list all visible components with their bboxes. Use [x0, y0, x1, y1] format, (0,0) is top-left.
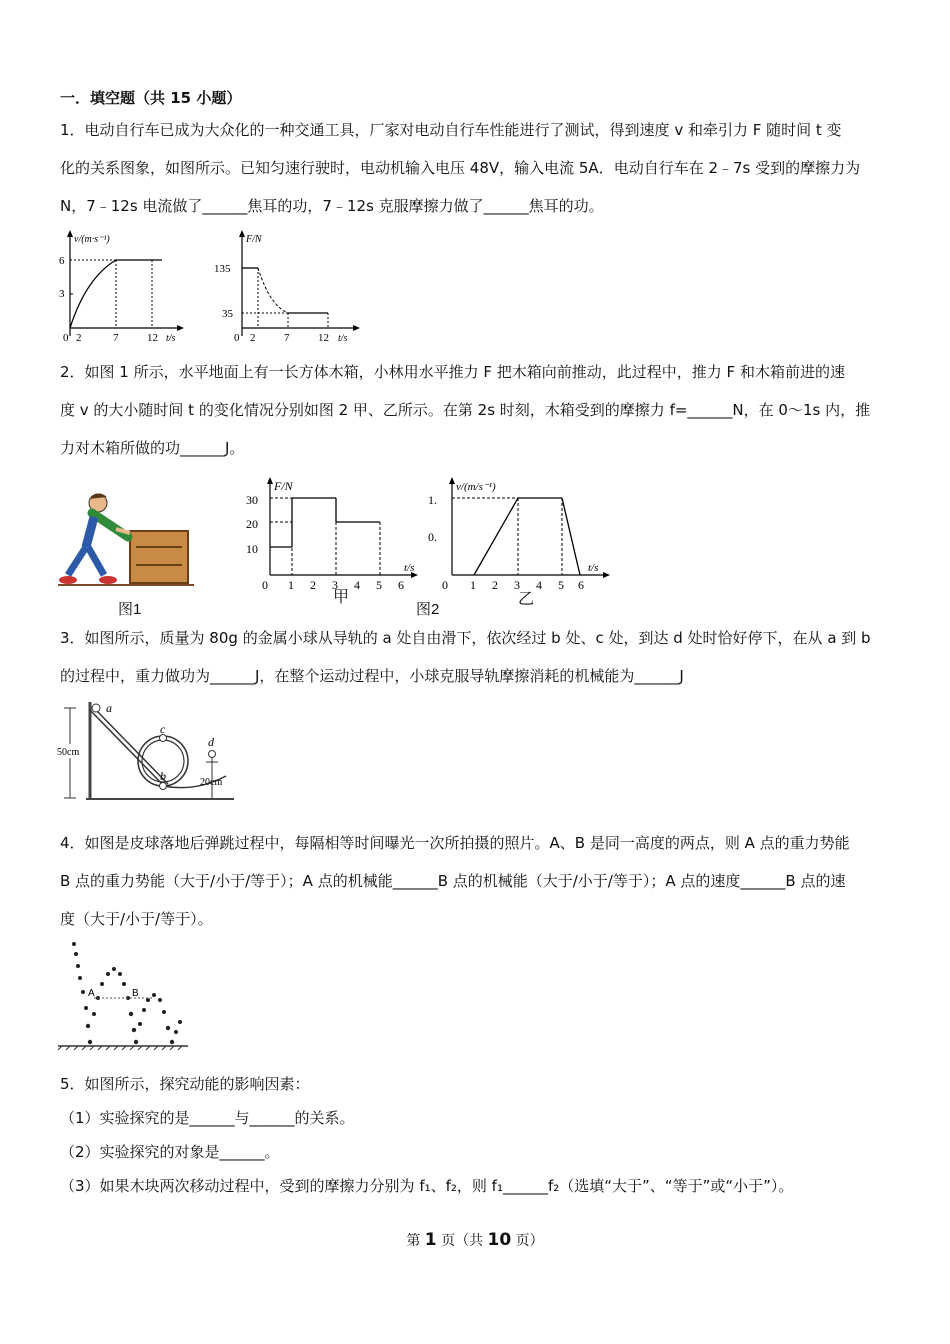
- q2-yi-xtick: 4: [536, 578, 542, 592]
- q5-line-1: 5．如图所示，探究动能的影响因素：: [60, 1075, 310, 1093]
- q2-force-time-graph: [240, 475, 420, 593]
- q2-yi-xtick: 2: [492, 578, 498, 592]
- q1-v-ytick: 6: [59, 255, 65, 267]
- q1-v-xtick: 7: [113, 332, 119, 344]
- q2-jia-ytick: 20: [246, 517, 258, 531]
- q3-point-d: d: [208, 735, 214, 749]
- q1-line-2: 化的关系图象，如图所示。已知匀速行驶时，电动机输入电压 48V，输入电流 5A．电动自行车在 2﹣7s 受到的摩擦力为: [60, 159, 861, 177]
- q1-f-ytick: 35: [222, 308, 233, 320]
- q2-jia-xtick: 4: [354, 578, 360, 592]
- q1-f-xtick: 2: [250, 332, 256, 344]
- q1-force-graph: [212, 228, 362, 346]
- q1-line-3: N，7﹣12s 电流做了______焦耳的功，7﹣12s 克服摩擦力做了______焦耳的功。: [60, 197, 604, 215]
- q5-line-3: （2）实验探究的对象是______。: [60, 1143, 280, 1161]
- q1-v-ylabel: v/(m·s⁻¹): [74, 234, 110, 245]
- q4-point-A: A: [88, 988, 95, 999]
- q1-f-xlabel: t/s: [338, 333, 348, 344]
- q3-point-c: c: [160, 722, 166, 736]
- q3-height-20cm: 20cm: [200, 777, 223, 788]
- q2-yi-xtick: 1: [470, 578, 476, 592]
- q2-yi-xtick: 5: [558, 578, 564, 592]
- q2-jia-xtick: 6: [398, 578, 404, 592]
- q3-loop-track-diagram: [56, 700, 236, 805]
- q1-f-ylabel: F/N: [246, 234, 262, 245]
- q2-yi-xlabel: t/s: [588, 562, 599, 574]
- q2-line-3: 力对木箱所做的功______J。: [60, 439, 245, 457]
- q4-point-B: B: [132, 988, 139, 999]
- q2-jia-xlabel: t/s: [404, 562, 415, 574]
- q2-yi-caption: 乙: [518, 591, 535, 608]
- q2-boy-pushing-box-illustration: [56, 485, 196, 590]
- q4-line-1: 4．如图是皮球落地后弹跳过程中，每隔相等时间曝光一次所拍摄的照片。A、B 是同一高度的两点，则 A 点的重力势能: [60, 834, 850, 852]
- q1-v-ytick: 3: [59, 288, 65, 300]
- q2-fig2-caption: 图2: [416, 601, 440, 618]
- q5-line-4: （3）如果木块两次移动过程中，受到的摩擦力分别为 f₁、f₂，则 f₁______f₂（选填“大于”、“等于”或“小于”）。: [60, 1177, 794, 1195]
- q2-jia-xtick: 2: [310, 578, 316, 592]
- q2-yi-ytick: 1.: [428, 493, 437, 507]
- q1-v-xtick: 12: [147, 332, 158, 344]
- q1-line-1: 1．电动自行车已成为大众化的一种交通工具，厂家对电动自行车性能进行了测试，得到速度 v 和牵引力 F 随时间 t 变: [60, 121, 842, 139]
- footer-middle: 页（共: [436, 1233, 488, 1249]
- q2-yi-xtick: 6: [578, 578, 584, 592]
- q1-f-ytick: 135: [214, 263, 231, 275]
- q3-point-a: a: [106, 701, 112, 715]
- section-title: 一．填空题（共 15 小题）: [60, 89, 242, 107]
- q4-line-2: B 点的重力势能（大于/小于/等于）；A 点的机械能______B 点的机械能（大于/小于/等于）；A 点的速度______B 点的速: [60, 872, 846, 890]
- footer-prefix: 第: [406, 1233, 425, 1249]
- q4-bouncing-ball-photo: [56, 938, 196, 1050]
- q2-jia-xtick: 5: [376, 578, 382, 592]
- q3-point-b: b: [160, 769, 166, 783]
- q2-velocity-time-graph: [422, 475, 612, 593]
- q2-line-1: 2．如图 1 所示，水平地面上有一长方体木箱，小林用水平推力 F 把木箱向前推动，此过程中，推力 F 和木箱前进的速: [60, 363, 845, 381]
- q3-height-50cm: 50cm: [57, 747, 80, 758]
- q2-fig1-caption: 图1: [118, 601, 142, 618]
- q2-jia-ytick: 10: [246, 542, 258, 556]
- q1-f-origin: 0: [234, 332, 240, 344]
- q2-jia-ytick: 30: [246, 493, 258, 507]
- q1-velocity-graph: [56, 228, 186, 346]
- q2-yi-ylabel: v/(m/s⁻¹): [456, 481, 496, 493]
- footer-page-number: 1: [424, 1230, 437, 1250]
- q2-yi-xtick: 0: [442, 578, 448, 592]
- q1-v-xlabel: t/s: [166, 333, 176, 344]
- q1-v-origin: 0: [63, 332, 69, 344]
- footer-suffix: 页）: [511, 1233, 544, 1249]
- q2-jia-xtick: 3: [332, 578, 338, 592]
- q1-f-xtick: 7: [284, 332, 290, 344]
- q1-f-xtick: 12: [318, 332, 329, 344]
- q2-jia-caption: 甲: [333, 589, 350, 606]
- q2-yi-ytick: 0.: [428, 530, 437, 544]
- q3-line-1: 3．如图所示，质量为 80g 的金属小球从导轨的 a 处自由滑下，依次经过 b 处、c 处，到达 d 处时恰好停下，在从 a 到 b: [60, 629, 871, 647]
- page-footer: [0, 1230, 950, 1250]
- q3-line-2: 的过程中，重力做功为______J，在整个运动过程中，小球克服导轨摩擦消耗的机械能为______J: [60, 667, 684, 685]
- q4-line-3: 度（大于/小于/等于）。: [60, 910, 213, 928]
- footer-total-pages: 10: [487, 1230, 512, 1250]
- q2-yi-xtick: 3: [514, 578, 520, 592]
- q2-jia-ylabel: F/N: [274, 479, 293, 493]
- q1-v-xtick: 2: [76, 332, 82, 344]
- q2-jia-xtick: 1: [288, 578, 294, 592]
- q5-line-2: （1）实验探究的是______与______的关系。: [60, 1109, 355, 1127]
- q2-line-2: 度 v 的大小随时间 t 的变化情况分别如图 2 甲、乙所示。在第 2s 时刻，木箱受到的摩擦力 f=______N，在 0～1s 内，推: [60, 401, 871, 419]
- q2-jia-xtick: 0: [262, 578, 268, 592]
